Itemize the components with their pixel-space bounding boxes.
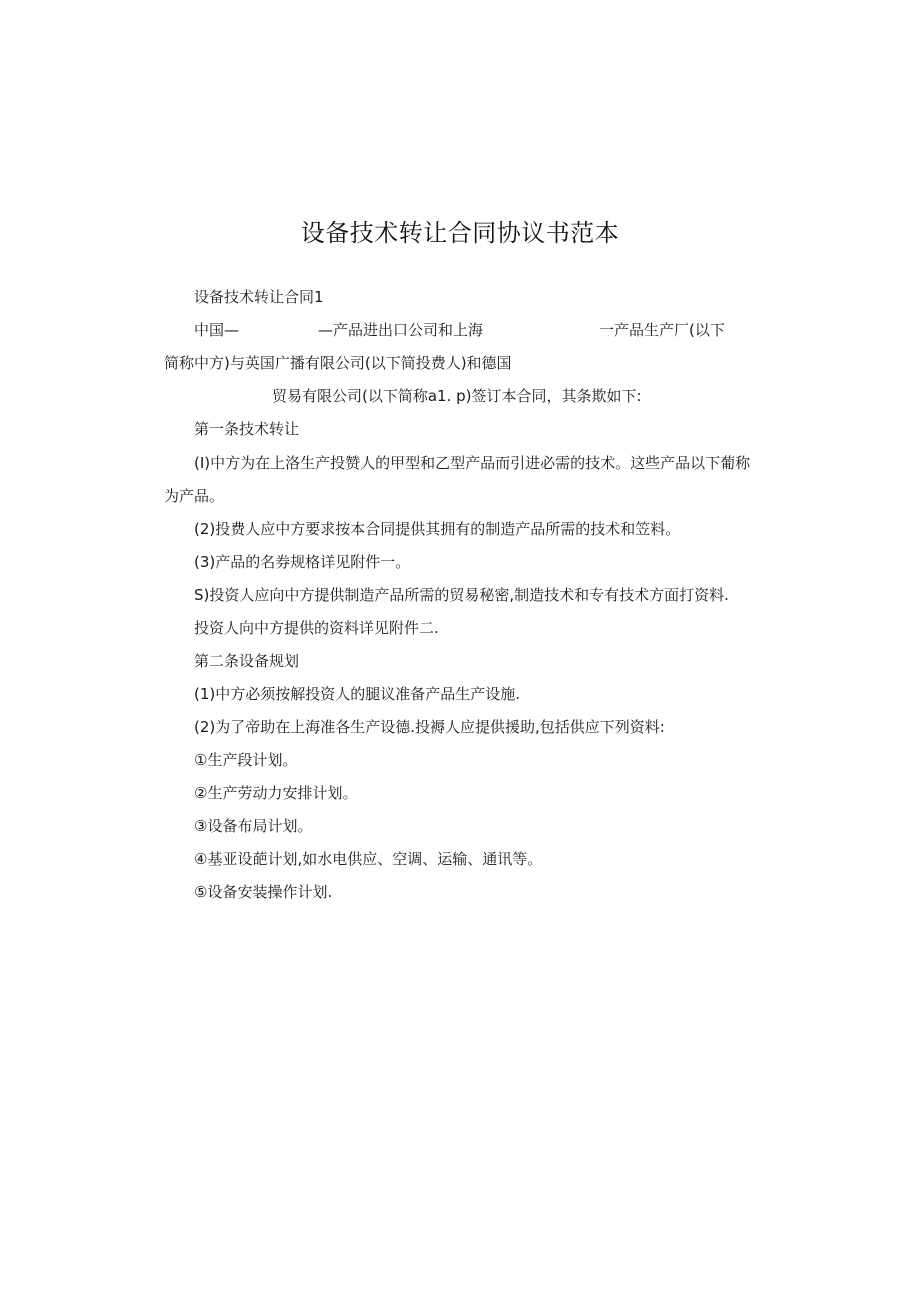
article-1-item-5: 投资人向中方提供的资料详见附件二. (194, 619, 439, 637)
article-1-item-2: (2)投费人应中方要求按本合同提供其拥有的制造产品所需的技术和笠料。 (194, 520, 681, 538)
article-2-heading: 第二条设备规划 (194, 652, 300, 670)
contract-subtitle: 设备技术转让合同1 (194, 288, 324, 306)
article-2-item-2: (2)为了帝助在上海准各生产设德.投褥人应提供援助,包括供应下列资料: (194, 718, 665, 736)
article-1-item-1-line-2: 为产品。 (164, 487, 225, 505)
document-title: 设备技术转让合同协议书范本 (300, 219, 620, 247)
article-2-item-1: (1)中方必须按解投资人的腿议准备产品生产设施. (194, 685, 521, 703)
article-2-list-item: ②生产劳动力安排计划。 (194, 784, 358, 802)
article-1-item-1-line-1: (I)中方为在上洛生产投赞人的甲型和乙型产品而引进必需的技术。这些产品以下葡称 (194, 454, 751, 472)
parties-line-1b: —产品进出口公司和上海 (318, 321, 484, 339)
article-2-list-item: ③设备布局计划。 (194, 817, 313, 835)
article-1-item-4: S)投资人应向中方提供制造产品所需的贸易秘密,制造技术和专有技术方面打资料. (194, 586, 729, 604)
article-1-heading: 第一条技术转让 (194, 420, 300, 438)
parties-line-2: 简称中方)与英国广播有限公司(以下简投费人)和德国 (164, 354, 512, 372)
parties-line-1a: 中国— (194, 321, 240, 339)
article-1-item-3: (3)产品的名券规格详见附件一。 (194, 553, 411, 571)
article-2-list-item: ①生产段计划。 (194, 751, 298, 769)
parties-line-3: 贸易有限公司(以下简称a1. p)签订本合同，其条欺如下: (272, 387, 642, 405)
parties-line-1c: 一产品生产厂(以下 (599, 321, 725, 339)
article-2-list-item: ⑤设备安装操作计划. (194, 883, 333, 901)
article-2-list-item: ④基亚设葩计划,如水电供应、空调、运输、通讯等。 (194, 850, 543, 868)
